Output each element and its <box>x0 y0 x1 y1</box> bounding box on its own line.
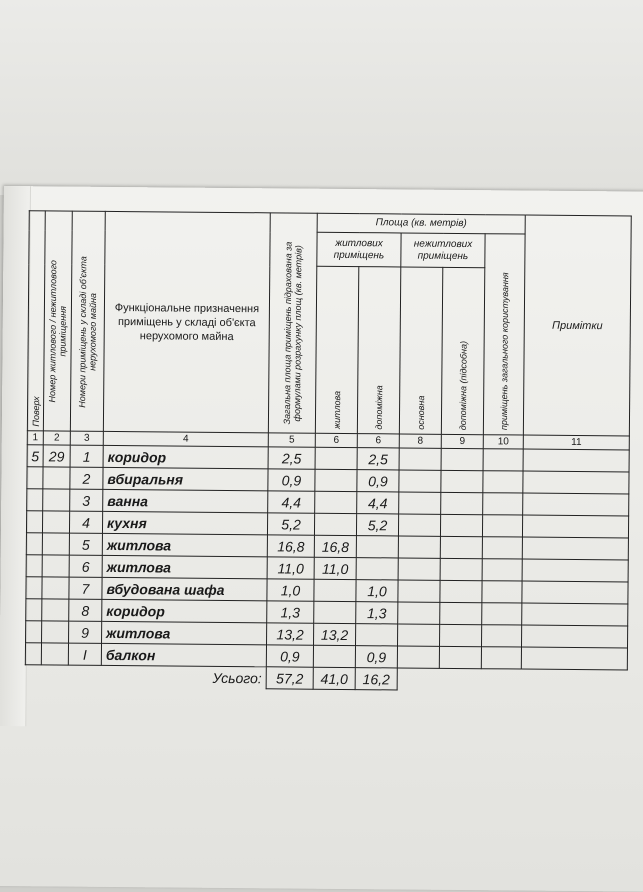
header-room-numbers: Номери приміщень у складі об'єкта нерухомого майна <box>70 211 105 431</box>
floor-cell <box>26 511 42 533</box>
room-function: кухня <box>102 511 267 534</box>
column-number: 5 <box>268 433 315 447</box>
room-number: 1 <box>70 445 103 467</box>
column-number: 3 <box>70 431 103 445</box>
room-number: 3 <box>70 489 103 511</box>
room-living-area <box>314 513 356 535</box>
room-function: коридор <box>102 599 267 622</box>
header-utility: допоміжна (підсобна) <box>441 268 484 435</box>
room-main-area <box>398 602 440 624</box>
column-number: 6 <box>315 433 357 447</box>
column-number: 10 <box>483 435 523 449</box>
floor-cell <box>27 467 43 489</box>
room-function: житлова <box>102 533 267 556</box>
room-total-area: 0,9 <box>268 469 315 491</box>
total-living: 41,0 <box>313 667 355 689</box>
room-function: житлова <box>102 555 267 578</box>
room-number: 8 <box>69 599 102 621</box>
header-total-area: Загальна площа приміщень підрахована за формулами розрахунку площ (кв. метрів) <box>268 213 317 433</box>
room-notes <box>522 559 628 582</box>
header-notes: Примітки <box>523 215 631 436</box>
room-utility-area <box>439 624 481 646</box>
apartment-cell <box>43 489 70 511</box>
room-auxiliary-area: 0,9 <box>355 646 397 668</box>
room-function: вбудована шафа <box>102 577 267 600</box>
room-main-area <box>399 448 441 470</box>
room-number: 7 <box>69 577 102 599</box>
room-common-area <box>481 625 521 647</box>
apartment-cell <box>42 577 69 599</box>
column-number: 6 <box>357 434 399 448</box>
room-total-area: 1,0 <box>267 579 314 601</box>
room-number: 5 <box>69 533 102 555</box>
room-utility-area <box>441 492 483 514</box>
apartment-cell <box>42 621 69 643</box>
room-number: I <box>68 643 101 665</box>
room-function: ванна <box>103 489 268 512</box>
room-function: коридор <box>103 445 268 468</box>
room-function: вбиральня <box>103 467 268 490</box>
room-total-area: 13,2 <box>267 623 314 645</box>
room-notes <box>523 449 629 472</box>
room-utility-area <box>439 646 481 668</box>
room-number: 9 <box>69 621 102 643</box>
room-notes <box>523 471 629 494</box>
rooms-table <box>25 210 632 692</box>
room-common-area <box>481 647 521 669</box>
room-common-area <box>482 515 522 537</box>
total-auxiliary: 16,2 <box>355 668 397 690</box>
room-notes <box>522 537 628 560</box>
room-notes <box>522 581 628 604</box>
room-notes <box>523 515 629 538</box>
column-number: 1 <box>27 431 43 445</box>
room-auxiliary-area: 0,9 <box>357 470 399 492</box>
room-utility-area <box>440 514 482 536</box>
header-main: основна <box>399 267 442 434</box>
header-residential: житлових приміщень <box>317 232 401 267</box>
room-main-area <box>398 624 440 646</box>
column-number: 9 <box>441 434 483 448</box>
document-sheet <box>0 186 643 892</box>
header-common-use: приміщень загального користування <box>483 234 525 435</box>
room-living-area: 13,2 <box>314 623 356 645</box>
total-row <box>25 665 627 692</box>
room-utility-area <box>440 536 482 558</box>
header-area-group: Площа (кв. метрів) <box>317 213 525 234</box>
room-common-area <box>483 449 523 471</box>
floor-cell <box>26 533 42 555</box>
room-notes <box>523 493 629 516</box>
apartment-cell: 29 <box>43 445 70 467</box>
header-apartment-number: Номер житлового / нежитлового приміщення <box>43 211 72 431</box>
room-common-area <box>483 493 523 515</box>
room-main-area <box>398 558 440 580</box>
room-number: 4 <box>69 511 102 533</box>
header-auxiliary: допоміжна <box>357 267 400 434</box>
room-living-area <box>314 579 356 601</box>
floor-cell <box>26 577 42 599</box>
apartment-cell <box>41 643 68 665</box>
room-main-area <box>398 514 440 536</box>
apartment-cell <box>42 533 69 555</box>
room-notes <box>522 625 628 648</box>
floor-cell <box>27 489 43 511</box>
apartment-cell <box>42 555 69 577</box>
room-utility-area <box>441 470 483 492</box>
apartment-cell <box>42 511 69 533</box>
room-total-area: 16,8 <box>267 535 314 557</box>
room-number: 2 <box>70 467 103 489</box>
header-floor: Поверх <box>27 211 45 431</box>
room-main-area <box>398 580 440 602</box>
room-total-area: 5,2 <box>267 513 314 535</box>
room-total-area: 2,5 <box>268 447 315 469</box>
room-auxiliary-area <box>356 536 398 558</box>
room-common-area <box>482 559 522 581</box>
column-number: 2 <box>43 431 70 445</box>
room-utility-area <box>440 558 482 580</box>
column-number: 11 <box>523 435 629 450</box>
room-function: житлова <box>102 621 267 644</box>
room-utility-area <box>440 580 482 602</box>
floor-cell <box>26 621 42 643</box>
header-row-1 <box>29 211 631 235</box>
floor-cell <box>25 643 41 665</box>
header-living: житлова <box>315 266 358 433</box>
room-auxiliary-area: 1,0 <box>356 580 398 602</box>
room-living-area <box>315 491 357 513</box>
room-function: балкон <box>101 643 266 666</box>
header-function: Функціональне призначення приміщень у складі об'єкта нерухомого майна <box>103 211 270 432</box>
total-label: Усього: <box>212 669 262 687</box>
room-living-area: 16,8 <box>314 535 356 557</box>
room-living-area <box>314 601 356 623</box>
room-auxiliary-area: 4,4 <box>357 492 399 514</box>
room-living-area <box>315 469 357 491</box>
room-auxiliary-area: 5,2 <box>356 514 398 536</box>
floor-cell: 5 <box>27 445 43 467</box>
room-main-area <box>399 470 441 492</box>
background-top <box>0 0 643 195</box>
room-total-area: 0,9 <box>266 645 313 667</box>
room-common-area <box>483 471 523 493</box>
apartment-cell <box>42 599 69 621</box>
room-auxiliary-area <box>356 558 398 580</box>
room-main-area <box>397 646 439 668</box>
room-auxiliary-area <box>356 624 398 646</box>
column-number: 4 <box>103 431 268 446</box>
room-main-area <box>399 492 441 514</box>
room-living-area: 11,0 <box>314 557 356 579</box>
total-area: 57,2 <box>266 667 313 689</box>
room-total-area: 4,4 <box>268 491 315 513</box>
room-notes <box>521 647 627 670</box>
room-living-area <box>315 447 357 469</box>
room-total-area: 1,3 <box>267 601 314 623</box>
room-common-area <box>482 537 522 559</box>
room-notes <box>522 603 628 626</box>
floor-cell <box>26 599 42 621</box>
room-total-area: 11,0 <box>267 557 314 579</box>
floor-cell <box>26 555 42 577</box>
room-common-area <box>482 603 522 625</box>
room-number: 6 <box>69 555 102 577</box>
column-number: 8 <box>399 434 441 448</box>
room-auxiliary-area: 1,3 <box>356 602 398 624</box>
room-main-area <box>398 536 440 558</box>
header-nonresidential: нежитлових приміщень <box>401 233 485 268</box>
room-living-area <box>313 645 355 667</box>
room-utility-area <box>441 448 483 470</box>
room-auxiliary-area: 2,5 <box>357 448 399 470</box>
room-utility-area <box>440 602 482 624</box>
room-common-area <box>482 581 522 603</box>
apartment-cell <box>43 467 70 489</box>
